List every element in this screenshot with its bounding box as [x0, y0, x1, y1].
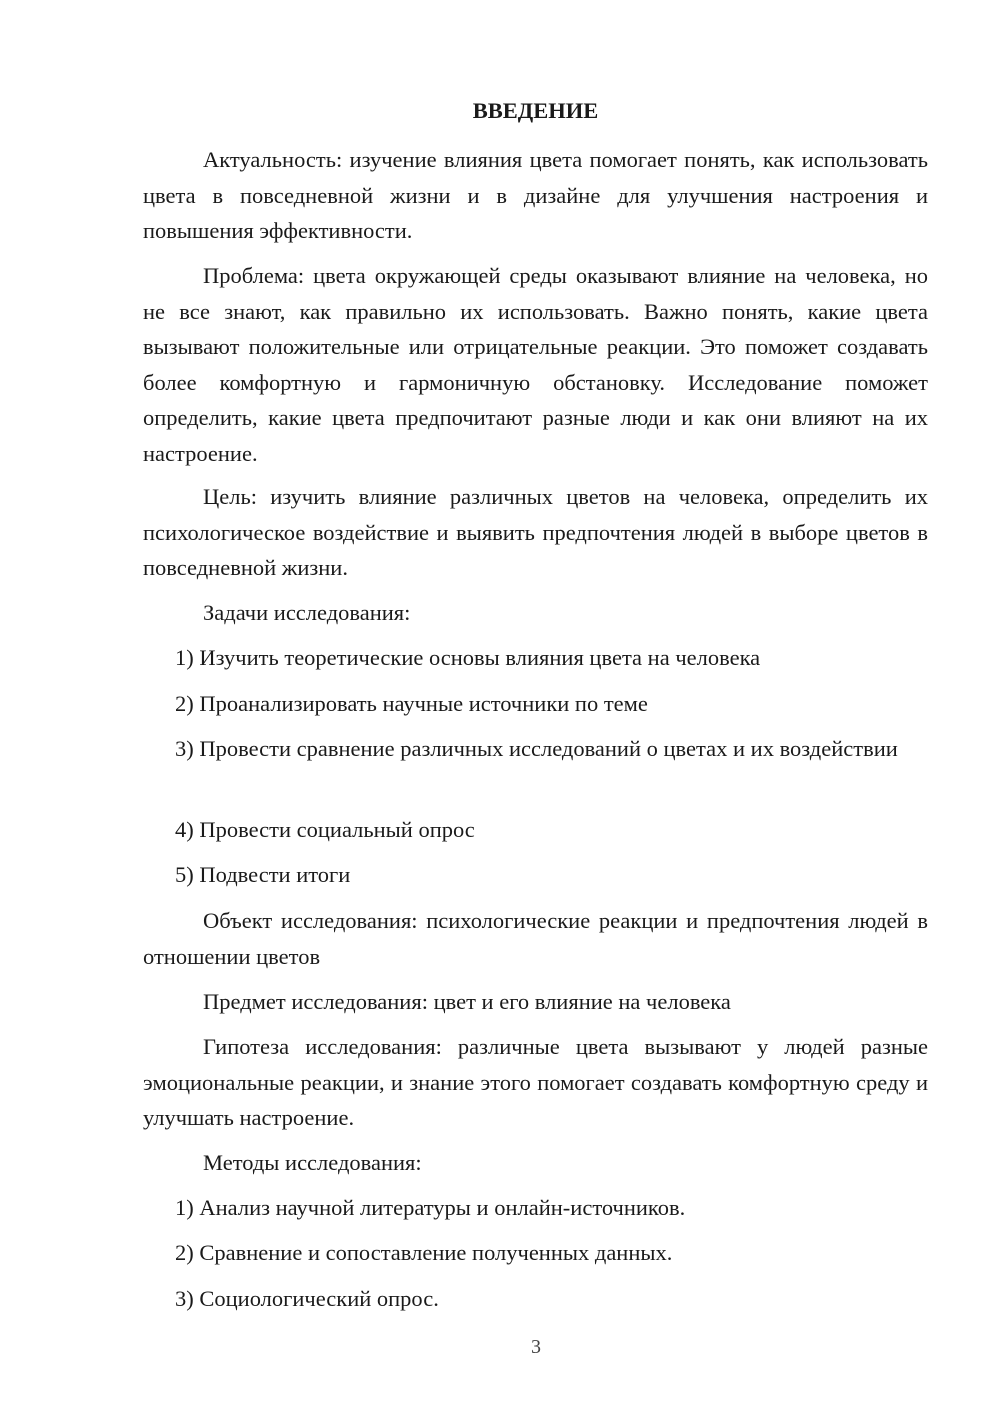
- goal-paragraph: Цель: изучить влияние различных цветов на человека, определить их психологическое воздействие и выявить предпочтения людей в выборе цветов в повседневной жизни.: [143, 484, 928, 580]
- page-number: 3: [531, 1336, 541, 1358]
- hypothesis-paragraph: Гипотеза исследования: различные цвета вызывают у людей разные эмоциональные реакции, и знание этого помогает создавать комфортную среду и улучшать настроение.: [143, 1034, 928, 1130]
- method-item-2: 2) Сравнение и сопоставление полученных данных.: [175, 1240, 673, 1265]
- task-item-1: 1) Изучить теоретические основы влияния цвета на человека: [175, 645, 761, 670]
- tasks-heading: Задачи исследования:: [203, 600, 411, 625]
- relevance-paragraph: Актуальность: изучение влияния цвета помогает понять, как использовать цвета в повседневной жизни и в дизайне для улучшения настроения и повышения эффективности.: [143, 147, 928, 243]
- method-item-3: 3) Социологический опрос.: [175, 1286, 439, 1311]
- problem-paragraph: Проблема: цвета окружающей среды оказывают влияние на человека, но не все знают, как правильно их использовать. Важно понять, какие цвета вызывают положительные или отрицательные реакции. Это поможет создавать более комфортную и гармоничную обстановку. Исследование поможет определить, какие цвета предпочитают разные люди и как они влияют на их настроение.: [143, 263, 928, 466]
- subject-paragraph: Предмет исследования: цвет и его влияние на человека: [203, 989, 731, 1014]
- object-paragraph: Объект исследования: психологические реакции и предпочтения людей в отношении цветов: [143, 908, 928, 969]
- method-item-1: 1) Анализ научной литературы и онлайн-источников.: [175, 1195, 686, 1220]
- task-item-4: 4) Провести социальный опрос: [175, 817, 475, 842]
- section-title: ВВЕДЕНИЕ: [472, 98, 599, 123]
- task-item-5: 5) Подвести итоги: [175, 862, 351, 887]
- task-item-2: 2) Проанализировать научные источники по теме: [175, 691, 648, 716]
- methods-heading: Методы исследования:: [203, 1150, 422, 1175]
- task-item-3: 3) Провести сравнение различных исследований о цветах и их воздействии: [175, 736, 898, 761]
